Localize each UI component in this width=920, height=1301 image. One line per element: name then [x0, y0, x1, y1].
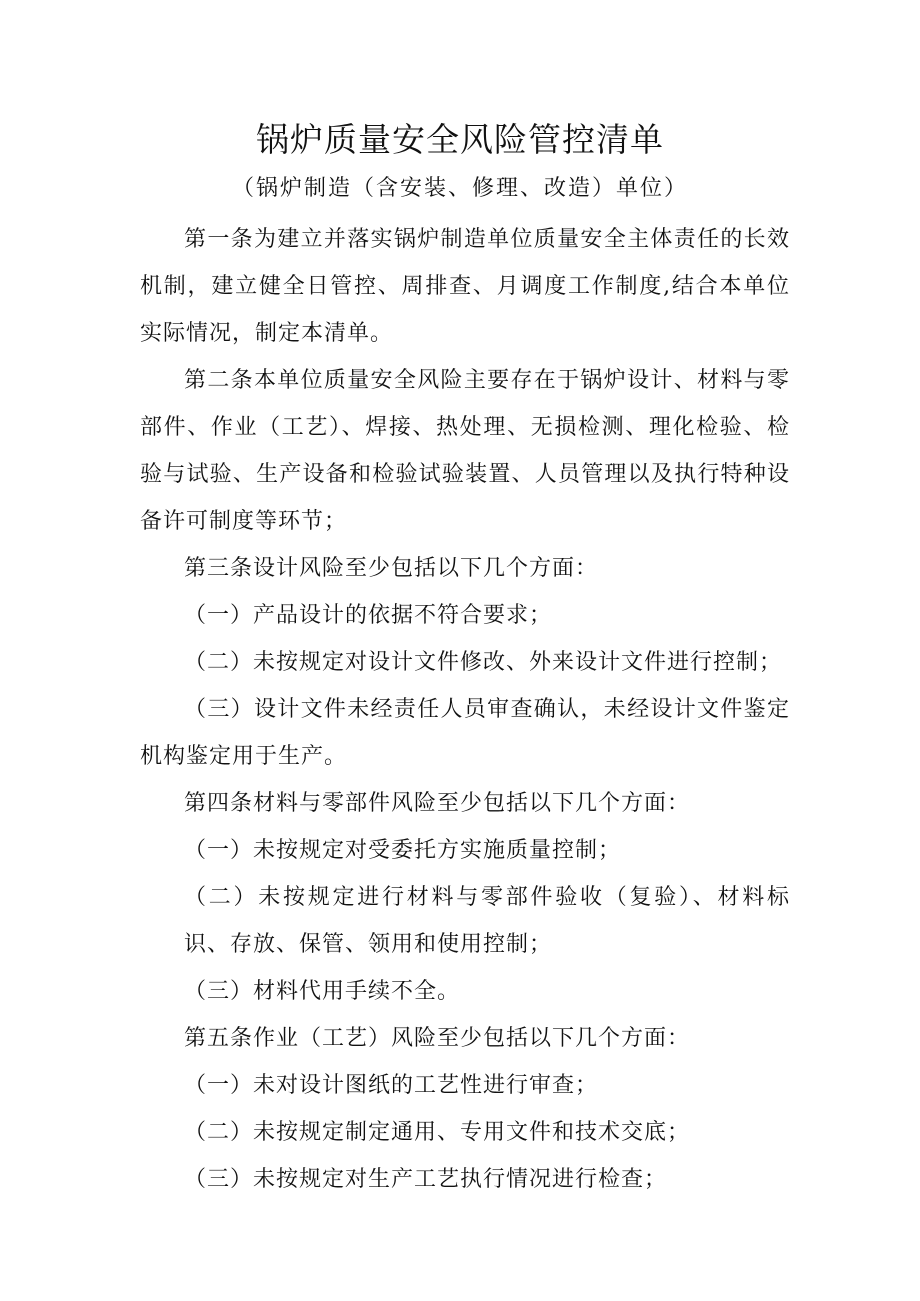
article-5-heading: 第五条作业（工艺）风险至少包括以下几个方面：: [184, 1026, 691, 1051]
article-2-paragraph: 第二条本单位质量安全风险主要存在于锅炉设计、材料与零部件、作业（工艺）、焊接、热处理、无损检测、理化检验、检验与试验、生产设备和检验试验装置、人员管理以及执行特种设备许可制度等环节；: [140, 368, 790, 534]
article-3-item-3: （三）设计文件未经责任人员审查确认，未经设计文件鉴定机构鉴定用于生产。: [140, 697, 790, 769]
article-1-paragraph: 第一条为建立并落实锅炉制造单位质量安全主体责任的长效机制，建立健全日管控、周排查、月调度工作制度,结合本单位实际情况，制定本清单。: [140, 227, 790, 346]
article-5-item-1: （一）未对设计图纸的工艺性进行审查；: [184, 1073, 599, 1098]
article-3-heading: 第三条设计风险至少包括以下几个方面：: [184, 556, 599, 581]
article-5-item-2: （二）未按规定制定通用、专用文件和技术交底；: [184, 1120, 691, 1145]
article-4-item-1: （一）未按规定对受委托方实施质量控制；: [184, 838, 622, 863]
document-title: 锅炉质量安全风险管控清单: [256, 120, 664, 159]
article-4-item-2: （二）未按规定进行材料与零部件验收（复验）、材料标识、存放、保管、领用和使用控制；: [184, 885, 790, 957]
article-3-item-2: （二）未按规定对设计文件修改、外来设计文件进行控制；: [184, 650, 783, 675]
document-subtitle: （锅炉制造（含安装、修理、改造）单位）: [231, 176, 688, 201]
article-4-item-3: （三）材料代用手续不全。: [184, 979, 461, 1004]
article-5-item-3: （三）未按规定对生产工艺执行情况进行检查；: [184, 1167, 668, 1192]
document-body: [140, 216, 790, 1203]
article-4-heading: 第四条材料与零部件风险至少包括以下几个方面：: [184, 791, 691, 816]
article-3-item-1: （一）产品设计的依据不符合要求；: [184, 603, 553, 628]
